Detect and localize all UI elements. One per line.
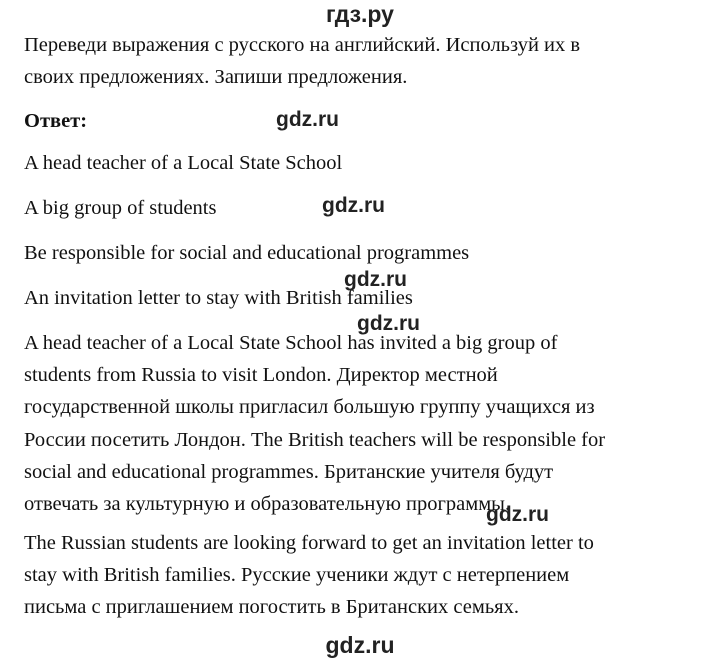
phrase-item: An invitation letter to stay with British families bbox=[24, 287, 413, 309]
paragraph-line: России посетить Лондон. The British teachers will be responsible for bbox=[24, 428, 606, 451]
paragraph-line: social and educational programmes. Британские учителя будут bbox=[24, 460, 554, 483]
paragraph-line: отвечать за культурную и образовательную программы. bbox=[24, 493, 511, 516]
phrase-item: A head teacher of a Local State School bbox=[24, 152, 343, 174]
watermark-group: gdz.ru bbox=[322, 194, 385, 217]
phrase-item: Be responsible for social and educational programmes bbox=[24, 242, 470, 264]
watermark-programmes: gdz.ru bbox=[486, 503, 549, 526]
task-text bbox=[24, 29, 704, 93]
paragraph-line: государственной школы пригласил большую группу учащихся из bbox=[24, 396, 595, 419]
watermark-answer: gdz.ru bbox=[276, 108, 339, 131]
watermark-responsible: gdz.ru bbox=[344, 268, 407, 291]
paragraph-line: письма с приглашением погостить в Британских семьях. bbox=[24, 596, 519, 619]
answer-label: Ответ: bbox=[24, 110, 88, 132]
task-line: Переведи выражения с русского на английский. Используй их в bbox=[24, 34, 581, 56]
paragraph-line: stay with British families. Русские ученики ждут с нетерпением bbox=[24, 564, 570, 587]
paragraph-line: students from Russia to visit London. Директор местной bbox=[24, 364, 498, 387]
task-line: своих предложениях. Запиши предложения. bbox=[24, 66, 408, 89]
phrase-item: A big group of students bbox=[24, 197, 217, 219]
paragraph-1 bbox=[24, 327, 704, 520]
watermark-bottom: gdz.ru bbox=[325, 632, 395, 658]
watermark-invitation: gdz.ru bbox=[357, 312, 420, 335]
watermark-top: гдз.ру bbox=[326, 1, 394, 27]
paragraph-line: A head teacher of a Local State School has invited a big group of bbox=[24, 332, 558, 354]
paragraph-line: The Russian students are looking forward to get an invitation letter to bbox=[24, 532, 594, 554]
paragraph-2 bbox=[24, 527, 704, 624]
